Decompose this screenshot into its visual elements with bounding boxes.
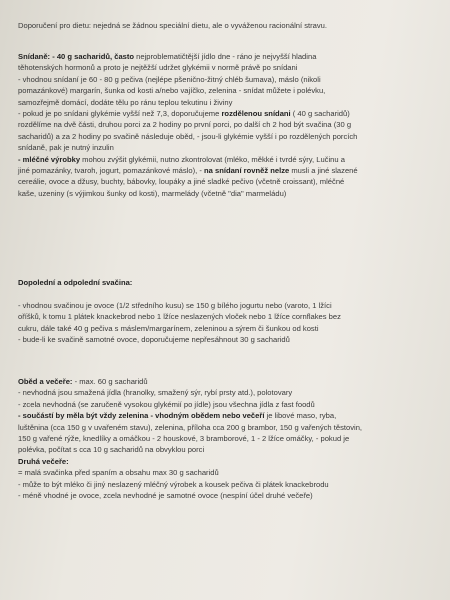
milk-line2-rest: musli a jiné slazené: [289, 165, 358, 175]
lunch-section: [18, 376, 436, 501]
split-breakfast-line: [18, 108, 436, 119]
lunch-heading: Oběd a večeře:: [18, 377, 73, 386]
milk-line2-text: jiné pomazánky, tvaroh, jogurt, pomazánkové máslo), -: [18, 165, 204, 175]
paragraph-line: cukru, dále také 40 g pečiva s máslem/margarínem, zeleninou a sýrem či šunkou od kosti: [18, 323, 319, 333]
milk-rest: mohou zvýšit glykémii, nutno zkontrolovat (mléko, měkké i tvrdé sýry, Lučinu a: [80, 154, 345, 164]
paragraph-line: - méně vhodné je ovoce, zcela nevhodné je samotné ovoce (nespíní účel druhé večeře): [18, 490, 313, 500]
paragraph-line: těhotenských hormonů a proto je nejtěžší udržet glykémii v normě právě po snídani: [18, 63, 298, 73]
breakfast-first-rest: nejproblematičtější jídlo dne - ráno je nejvyšší hladina: [134, 52, 317, 61]
vegetable-line: [18, 410, 436, 421]
breakfast-heading: Snídaně:: [18, 52, 51, 61]
split-text-b: ( 40 g sacharidů): [290, 108, 350, 118]
paragraph-line: - bude-li ke svačině samotné ovoce, doporučujeme nepřesáhnout 30 g sacharidů: [18, 335, 290, 345]
paragraph-line: rozdělíme na dvě části, druhou porci za 2 hodiny po první porci, po další ch 2 hod být svačina (30 g: [18, 120, 352, 130]
paragraph-line: polévka, počítat s cca 10 g sacharidů na obvyklou porci: [18, 445, 205, 455]
milk-line2-bold: na snídaní rovněž nelze: [204, 165, 290, 175]
breakfast-carbs: - 40 g sacharidů, často: [50, 52, 135, 61]
intro-section: [18, 20, 436, 31]
snack-section: [18, 277, 436, 288]
milk-line-2: [18, 165, 436, 176]
paragraph-line: = malá svačinka před spaním a obsahu max 30 g sacharidů: [18, 468, 219, 478]
vegetable-bold: - součástí by měla být vždy zelenina - vhodným obědem nebo večeří: [18, 411, 265, 421]
paragraph-line: snídaně, pak je nutný inzulin: [18, 143, 114, 153]
paragraph-line: kaše, uzeniny (s výjimkou šunky od kosti), marmelády (včetně "dia" marmeládu): [18, 188, 287, 198]
paragraph-line: sacharidů) a za 2 hodiny po svačině následuje oběd, - jsou-li glykémie vyšší i po rozdělených porcích: [18, 131, 358, 141]
paragraph-line: cereálie, ovoce a džusy, buchty, bábovky, loupáky a jiné sladké pečivo (včetně croissant), mléčné: [18, 177, 345, 187]
snack-body: [18, 300, 436, 346]
breakfast-section: [18, 51, 436, 199]
lunch-heading-rest: - max. 60 g sacharidů: [72, 377, 148, 386]
lunch-heading-line: [18, 376, 436, 387]
paragraph-line: - zcela nevhodná (se zaručeně vysokou glykémií po jídle) jsou všechna jídla z fast foodů: [18, 399, 315, 409]
paragraph-line: - může to být mléko či jiný neslazený mléčný výrobek a kousek pečiva či plátek knackebrodu: [18, 479, 329, 489]
split-text-a: - pokud je po snídani glykémie vyšší než 7,3, doporučujeme: [18, 108, 222, 118]
paragraph-line: luštěnina (cca 150 g v uvařeném stavu), zelenina, příloha cca 200 g brambor, 150 g vařených těstovin,: [18, 422, 363, 432]
paragraph-line: - nevhodná jsou smažená jídla (hranolky, smažený sýr, rybí prsty atd.), polotovary: [18, 388, 293, 398]
milk-line: [18, 154, 436, 165]
paragraph-line: samozřejmě domácí, dodáte tělu po ránu teplou tekutinu i živiny: [18, 97, 233, 107]
paragraph-line: pomazánkové) margarín, šunka od kosti a/nebo vajíčko, zelenina - snídat můžete i polévku,: [18, 86, 326, 96]
second-dinner-heading: Druhá večeře:: [18, 456, 69, 466]
milk-bold: - mléčné výrobky: [18, 154, 81, 164]
paragraph-line: - vhodnou svačinou je ovoce (1/2 středního kusu) se 150 g bílého jogurtu nebo (varoto, 1 lžíci: [18, 301, 332, 310]
paragraph-line: oříšků, k tomu 1 plátek knackebrod nebo 1 lžíce neslazených vloček nebo 1 lžíce cornflakes bez: [18, 312, 341, 322]
paragraph-line: - vhodnou snídaní je 60 - 80 g pečiva (nejlépe pšenično-žitný chléb šumava), máslo (nikoli: [18, 74, 321, 84]
vegetable-rest: je libové maso, ryba,: [264, 411, 337, 421]
intro-text: Doporučení pro dietu: nejedná se žádnou speciální dietu, ale o vyváženou racionální stravu.: [18, 21, 328, 30]
breakfast-first-line: [18, 51, 436, 62]
split-bold: rozdělenou snídani: [221, 108, 291, 118]
snack-heading: Dopolední a odpolední svačina:: [18, 278, 133, 287]
paragraph-line: 150 g vařené rýže, knedlíky a omáčkou - 2 houskové, 3 bramborové, 1 - 2 lžíce omáčky, - pokud je: [18, 433, 350, 443]
